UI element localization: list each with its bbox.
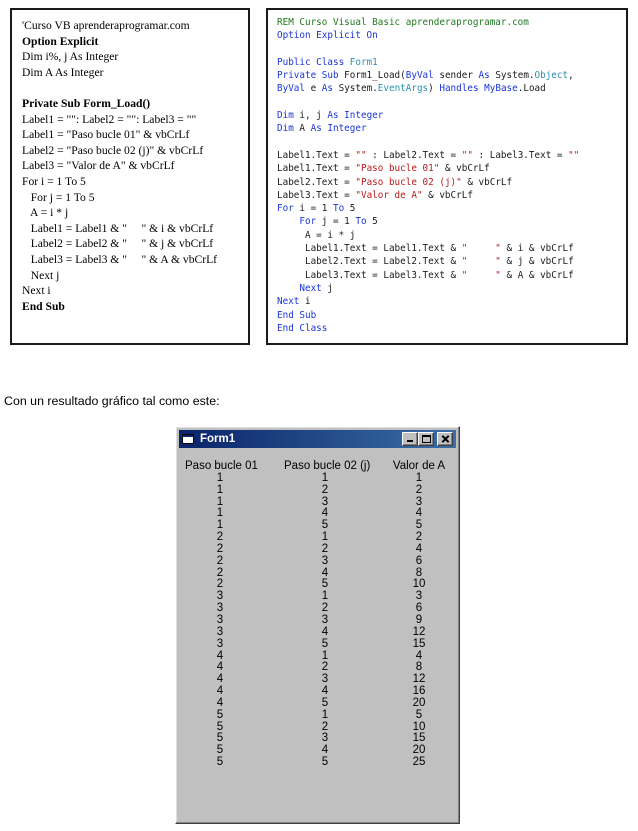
code-token: MyBase	[484, 83, 518, 95]
code-token: Label1.Text = Label1.Text &	[277, 243, 462, 255]
code-token: Form1	[349, 56, 378, 68]
vb6-code-line: Label1 = Label1 & " " & i & vbCrLf	[22, 221, 214, 235]
vb6-code-line: Label3 = Label3 & " " & A & vbCrLf	[22, 252, 218, 266]
form1-window	[175, 426, 460, 824]
code-token: " "	[461, 269, 501, 281]
window-title: Form1	[200, 433, 236, 445]
vb6-code-line: End Sub	[22, 299, 65, 313]
code-token: Object	[534, 70, 569, 82]
vbnet-code-line	[277, 255, 626, 268]
vbnet-code-line	[277, 189, 626, 202]
vbnet-code-box	[266, 8, 628, 345]
code-token: Dim	[277, 123, 294, 135]
code-token: i, j	[293, 110, 328, 122]
code-token: As Integer	[310, 123, 367, 135]
vb6-code-line: 'Curso VB aprenderaprogramar.com	[22, 19, 190, 32]
code-token: 5	[344, 203, 356, 215]
code-token: "Valor de A"	[355, 189, 423, 201]
vb6-code-line: Next i	[22, 284, 51, 298]
vbnet-code-line	[277, 162, 626, 175]
vbnet-code-line	[277, 29, 626, 42]
vb6-code-line: Label2 = "Paso bucle 02 (j)" & vbCrLf	[22, 143, 204, 157]
code-token	[277, 283, 299, 294]
code-token: Label2.Text = Label2.Text &	[277, 256, 462, 268]
vbnet-code-line	[277, 295, 626, 308]
code-token: j = 1	[316, 216, 356, 228]
code-token: sender	[433, 70, 479, 82]
code-token: System.	[489, 70, 535, 82]
vb6-code-line: Option Explicit	[22, 34, 99, 48]
form-icon[interactable]	[182, 433, 196, 445]
code-token: " "	[461, 256, 501, 268]
vb6-code-box	[10, 8, 250, 345]
code-token: "Paso bucle 02 (j)"	[355, 176, 462, 188]
vb6-code-line: Label3 = "Valor de A" & vbCrLf	[22, 159, 175, 173]
code-token: End Class	[277, 322, 328, 334]
code-token: "Paso bucle 01"	[355, 163, 440, 175]
code-token: For	[299, 216, 317, 228]
code-token: As Integer	[327, 110, 384, 122]
vbnet-code-line	[277, 282, 626, 295]
vb6-code-line	[22, 80, 248, 96]
vb6-code-line: A = i * j	[22, 206, 69, 220]
code-token: EventArgs	[377, 83, 429, 95]
code-token: As	[478, 70, 490, 82]
code-token: : Label2.Text =	[366, 149, 462, 161]
code-token: A	[293, 123, 311, 135]
code-token: Public Class	[277, 56, 350, 68]
code-token: Label3.Text =	[277, 189, 356, 201]
code-token: j	[321, 282, 333, 294]
vbnet-code-line	[277, 322, 626, 335]
vbnet-code-line	[277, 82, 626, 95]
vb6-code-line: Next j	[22, 268, 60, 282]
code-token	[277, 216, 299, 227]
code-token: " "	[461, 243, 501, 255]
code-token: ""	[568, 149, 580, 161]
intro-text: Con un resultado gráfico tal como este:	[4, 394, 220, 408]
vbnet-code-line	[277, 109, 626, 122]
code-token: To	[355, 216, 367, 228]
code-token: Form1_Load(	[344, 70, 406, 82]
code-token: ,	[568, 70, 574, 82]
vbnet-code-line	[277, 309, 626, 322]
vbnet-code-line	[277, 229, 626, 242]
code-token: 5	[366, 216, 378, 228]
code-token: REM Curso Visual Basic aprenderaprogramar.com	[277, 17, 529, 28]
vbnet-code-line	[277, 16, 626, 29]
code-token: To	[332, 203, 345, 215]
vbnet-code-line	[277, 122, 626, 135]
code-token: Label2.Text =	[277, 176, 356, 188]
vb6-code-line: Dim A As Integer	[22, 65, 104, 79]
code-token: : Label3.Text =	[472, 149, 569, 161]
vb6-code-line: For j = 1 To 5	[22, 190, 95, 204]
vb6-code-line: Private Sub Form_Load()	[22, 96, 151, 110]
label1-loop-i: Paso bucle 01 1 1 1 1 1 2 2 2 2 2 3 3 3 3 3 4 4 4 4 4 5 5 5 5 5	[185, 460, 258, 769]
title-bar[interactable]	[179, 430, 456, 448]
code-token: Next	[299, 282, 322, 294]
code-token: e	[305, 83, 322, 95]
vbnet-code-line	[277, 202, 626, 215]
vb6-code-line: Dim i%, j As Integer	[22, 50, 119, 64]
code-token: A = i * j	[277, 229, 356, 241]
code-token: ""	[355, 149, 367, 161]
vb6-code-line: Label1 = "": Label2 = "": Label3 = ""	[22, 112, 197, 126]
code-token: For	[277, 203, 294, 215]
vbnet-code-line	[277, 242, 626, 255]
code-token: & A & vbCrLf	[500, 269, 574, 281]
code-token: Option Explicit On	[277, 30, 378, 42]
code-token: & vbCrLf	[461, 176, 513, 188]
code-token: Dim	[277, 110, 294, 122]
code-token: & j & vbCrLf	[500, 256, 574, 268]
vbnet-code-line	[277, 215, 626, 228]
code-token: Private Sub	[277, 70, 345, 82]
vb6-code-line: Label2 = Label2 & " " & j & vbCrLf	[22, 237, 214, 251]
code-token: & i & vbCrLf	[500, 243, 574, 255]
code-token: )	[428, 83, 440, 95]
code-token: i = 1	[293, 203, 333, 215]
code-token: End Sub	[277, 309, 317, 321]
code-token: .Load	[517, 83, 546, 95]
code-token: System.	[333, 83, 378, 95]
code-token: & vbCrLf	[422, 189, 473, 201]
code-token: Next	[277, 296, 300, 308]
code-token: & vbCrLf	[439, 163, 490, 175]
vbnet-code-line	[277, 69, 626, 82]
vbnet-code-line	[277, 269, 626, 282]
code-token: Label3.Text = Label3.Text &	[277, 269, 462, 281]
code-token: Label1.Text =	[277, 149, 356, 161]
vbnet-code-line	[277, 149, 626, 162]
vbnet-code-line	[277, 136, 626, 149]
code-token: As	[321, 83, 333, 95]
vb6-code-line: For i = 1 To 5	[22, 174, 86, 188]
code-token: Handles	[439, 83, 479, 95]
label3-value-a: Valor de A 1 2 3 4 5 2 4 6 8 10 3 6 9 12 15 4 8 12 16 20 5 10 15 20 25	[392, 460, 446, 769]
vbnet-code-line	[277, 43, 626, 56]
vbnet-code-line	[277, 96, 626, 109]
code-token: i	[299, 296, 311, 308]
maximize-button[interactable]	[418, 432, 434, 446]
vb6-code-line: Label1 = "Paso bucle 01" & vbCrLf	[22, 128, 190, 142]
minimize-button[interactable]	[402, 432, 418, 446]
close-button[interactable]	[437, 432, 453, 446]
vbnet-code-line	[277, 56, 626, 69]
code-token: ByVal	[405, 70, 434, 82]
vbnet-code-line	[277, 176, 626, 189]
code-token: ByVal	[277, 83, 305, 95]
code-token: Label1.Text =	[277, 163, 356, 175]
label2-loop-j: Paso bucle 02 (j) 1 2 3 4 5 1 2 3 4 5 1 2 3 4 5 1 2 3 4 5 1 2 3 4 5	[284, 460, 371, 769]
code-token: ""	[461, 149, 473, 161]
